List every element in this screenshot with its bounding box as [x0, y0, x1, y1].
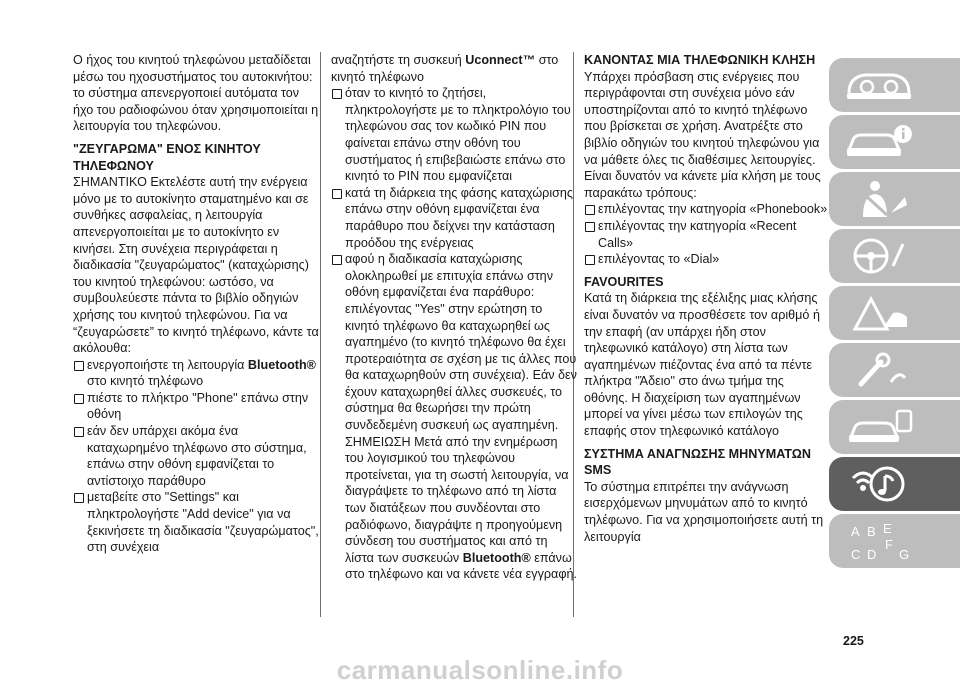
section-heading: ΚΑΝΟΝΤΑΣ ΜΙΑ ΤΗΛΕΦΩΝΙΚΗ ΚΛΗΣΗ [584, 53, 816, 67]
paragraph: Είναι δυνατόν να κάνετε μία κλήση με τους παρακάτω τρόπους: [584, 169, 821, 200]
page-number: 225 [843, 634, 864, 648]
chapter-tab-emergency[interactable] [829, 286, 960, 340]
chapter-tab-multimedia[interactable] [829, 457, 960, 511]
alphabet-index-icon [841, 519, 917, 563]
paragraph: Ο ήχος του κινητού τηλεφώνου μεταδίδεται μέσω του ηχοσυστήματος του αυτοκινήτου: το σύστημα απενεργοποιεί αυτόματα τον ήχο του ραδιοφώνου όταν χρησιμοποιείται η λειτουργία του τηλεφώνου. [73, 53, 319, 134]
warning-triangle-icon [841, 291, 917, 335]
chapter-tab-vehicle[interactable] [829, 115, 960, 169]
index-letter: G [899, 547, 910, 562]
bullet-item: όταν το κινητό το ζητήσει, πληκτρολογήστε με το πληκτρολόγιο του τηλεφώνου σας τον κωδικό PIN που φαίνεται επάνω στην οθόνη του συστήματος ή επιβεβαιώστε επάνω στο κινητό το PIN που εμφανίζεται [331, 85, 577, 185]
index-letter: A [851, 524, 860, 539]
bullet-item: αφού η διαδικασία καταχώρισης ολοκληρωθεί με επιτυχία επάνω στην οθόνη εμφανίζεται ένα παράθυρο: επιλέγοντας "Yes" στην ερώτηση το κινητό τηλέφωνο θα καταχωρηθεί ως αγαπημένο (το κινητό τηλέφωνο θα έχει προτεραιότητα σε σχέση με τις άλλες που θα καταχωρηθούν στη συνέχεια). Εάν δεν έχουν καταχωρηθεί άλλες συσκευές, το σύστημα θα θεωρήσει την πρώτη συνδεδεμένη συσκευή ως αγαπημένη. ΣΗΜΕΙΩΣΗ Μετά από την ενημέρωση του λογισμικού του τηλεφώνου προτείνεται, για τη σωστή λειτουργία, να διαγράψετε το τηλέφωνο από τη λίστα των διατάξεων που συνδέονται στο ραδιόφωνο, διαγράψτε η προηγούμενη σύνδεση του συστήματος και από τη λίστα των συσκευών Bluetooth® επάνω στο τηλέφωνο και να κάνετε νέα εγγραφή. [331, 251, 577, 583]
bullet-item: πιέστε το πλήκτρο "Phone" επάνω στην οθόνη [73, 390, 319, 423]
chapter-index-sidebar [829, 58, 960, 571]
chapter-tab-safety[interactable] [829, 172, 960, 226]
chapter-tab-maintenance[interactable] [829, 343, 960, 397]
section-heading: ΣΥΣΤΗΜΑ ΑΝΑΓΝΩΣΗΣ ΜΗΝΥΜΑΤΩΝ SMS [584, 446, 811, 478]
technical-data-icon [841, 405, 917, 449]
index-letter: D [867, 547, 877, 562]
paragraph: Κατά τη διάρκεια της εξέλιξης μιας κλήσης είναι δυνατόν να προσθέσετε τον αριθμό ή την επαφή (αν υπάρχει ήδη στον τηλεφωνικό κατάλογο) στη λίστα των αγαπημένων πιέζοντας ένα από τα πέντε πλήκτρα "Άδειο" στο άνω τμήμα της οθόνης. Η διαχείριση των αγαπημένων μπορεί να γίνει μέσω των επιλογών της επαφής στον τηλεφωνικό κατάλογο [584, 291, 820, 439]
text-column-1 [73, 52, 319, 556]
column-divider [320, 52, 321, 617]
bullet-item: ενεργοποιήστε τη λειτουργία Bluetooth® στο κινητό τηλέφωνο [73, 357, 319, 390]
chapter-tab-dashboard[interactable] [829, 58, 960, 112]
paragraph: αναζητήστε τη συσκευή Uconnect™ στο κινητό τηλέφωνο [331, 53, 559, 84]
section-heading: "ΖΕΥΓΑΡΩΜΑ" ΕΝΟΣ ΚΙΝΗΤΟΥ ΤΗΛΕΦΩΝΟΥ [73, 141, 261, 173]
chapter-tab-technical[interactable] [829, 400, 960, 454]
car-info-icon [841, 120, 917, 164]
section-heading: FAVOURITES [584, 274, 664, 289]
steering-wheel-icon [841, 234, 917, 278]
paragraph: ΣΗΜΑΝΤΙΚΟ Εκτελέστε αυτή την ενέργεια μόνο με το αυτοκίνητο σταματημένο και σε συνθήκες ασφαλείας, η λειτουργία απενεργοποιείται με το αυτοκίνητο εν κινήσει. Στη συνέχεια περιγράφεται η διαδικασία "ζευγαρώματος" (καταχώρισης) του κινητού τηλεφώνου: ωστόσο, να συμβουλεύεστε πάντα το βιβλίο οδηγιών χρήσης του κινητού τηλεφώνου. Για να “ζευγαρώσετε” το κινητό τηλέφωνο, κάντε τα ακόλουθα: [73, 175, 319, 356]
bullet-item: μεταβείτε στο "Settings" και πληκτρολογήστε "Add device" για να ξεκινήσετε τη διαδικασία "ζευγαρώματος", στη συνέχεια [73, 489, 319, 555]
paragraph: Υπάρχει πρόσβαση στις ενέργειες που περιγράφονται στη συνέχεια μόνο εάν υποστηρίζονται από το κινητό τηλέφωνο που βρίσκεται σε χρήση. Ανατρέξτε στο βιβλίο οδηγιών του κινητού τηλεφώνου για να μάθετε όλες τις διαθέσιμες λειτουργίες. [584, 69, 820, 167]
index-letter: F [885, 537, 893, 552]
car-dashboard-icon [841, 63, 917, 107]
seatbelt-person-icon [841, 177, 917, 221]
index-letter: E [883, 521, 892, 536]
paragraph: Το σύστημα επιτρέπει την ανάγνωση εισερχόμενων μηνυμάτων από το κινητό τηλέφωνο. Για να χρησιμοποιήσετε αυτή τη λειτουργία [584, 479, 824, 544]
wrench-service-icon [841, 348, 917, 392]
index-letter: C [851, 547, 861, 562]
bullet-item: επιλέγοντας την κατηγορία «Recent Calls» [584, 218, 830, 251]
index-letter: B [867, 524, 876, 539]
chapter-tab-starting[interactable] [829, 229, 960, 283]
bullet-item: εάν δεν υπάρχει ακόμα ένα καταχωρημένο τηλέφωνο στο σύστημα, επάνω στην οθόνη εμφανίζεται το αντίστοιχο παράθυρο [73, 423, 319, 489]
chapter-tab-index[interactable] [829, 514, 960, 568]
bullet-item: επιλέγοντας το «Dial» [584, 251, 830, 268]
bullet-item: επιλέγοντας την κατηγορία «Phonebook» [584, 201, 830, 218]
multimedia-icon [841, 462, 917, 506]
bullet-item: κατά τη διάρκεια της φάσης καταχώρισης επάνω στην οθόνη εμφανίζεται ένα παράθυρο που δείχνει την κατάσταση προόδου της ενέργειας [331, 185, 577, 251]
watermark: carmanualsonline.info [336, 655, 624, 685]
text-column-3 [584, 52, 830, 545]
text-column-2 [331, 52, 577, 583]
